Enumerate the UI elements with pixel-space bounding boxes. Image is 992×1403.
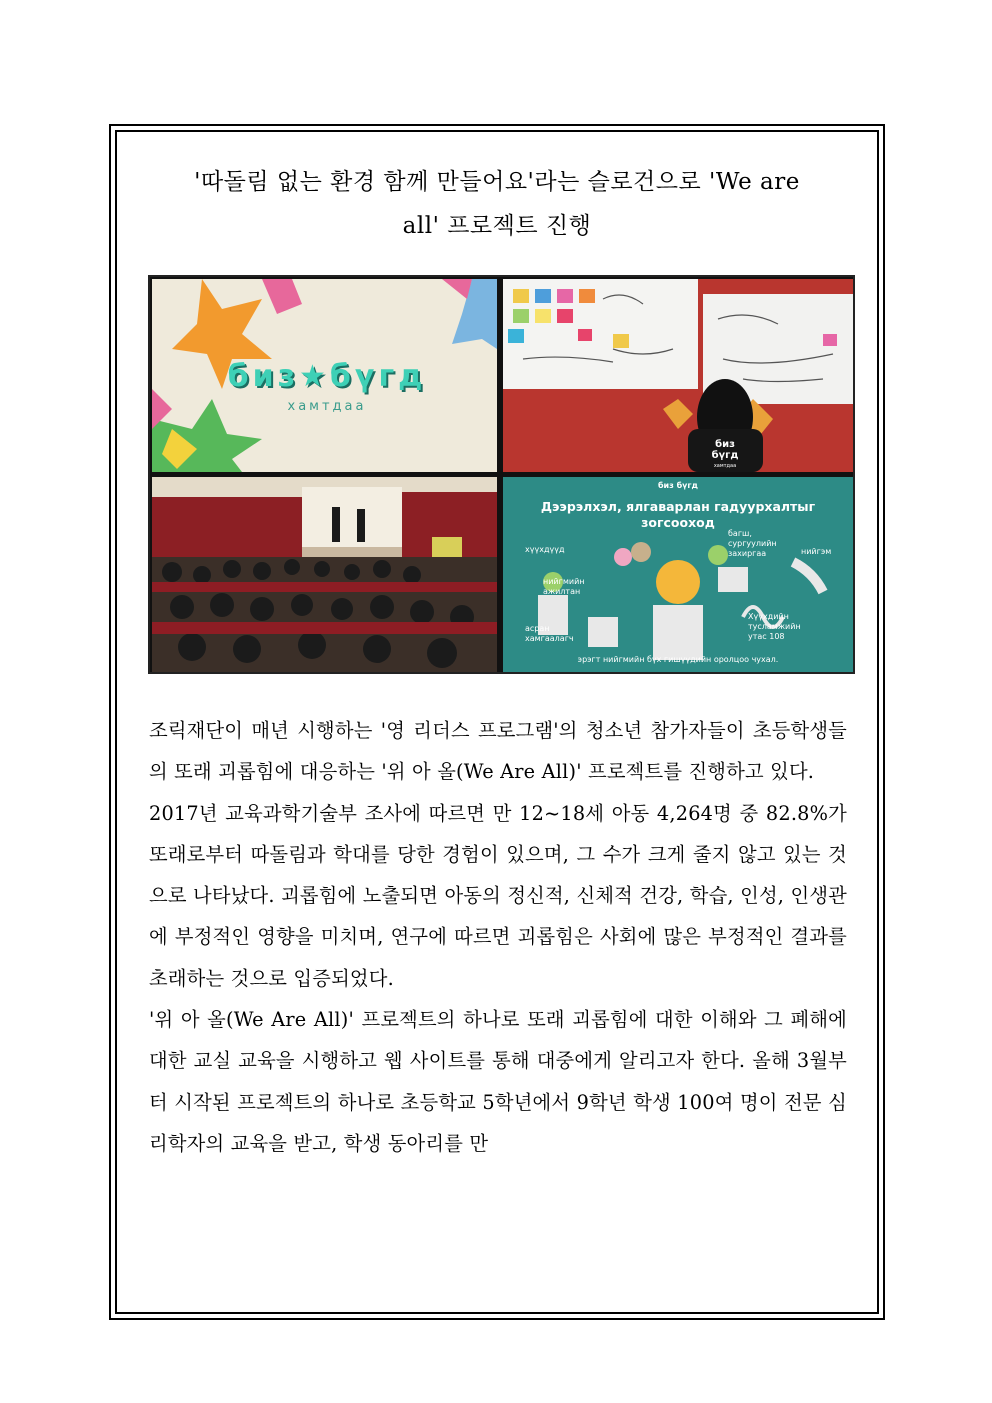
title-line-2: all' 프로젝트 진행: [402, 213, 592, 239]
poster-label-society: нийгэм: [801, 547, 832, 556]
poster-logo: биз бүгд: [657, 481, 699, 490]
auditorium-photo: [152, 477, 497, 672]
paragraph-3: '위 아 올(We Are All)' 프로젝트의 하나로 또래 괴롭힘에 대한 이해와 그 폐해에 대한 교실 교육을 시행하고 웹 사이트를 통해 대중에게 알리고자 한다. 올해 3월부터 시작된 프로젝트의 하나로 초등학교 5학년에서 9학년 학생 100여 명이 전문 심리학자의 교육을 받고, 학생 동아리를 만: [149, 1008, 847, 1155]
shirt-logo-line2: бүгд: [711, 450, 739, 461]
poster-label-teachers: багш, сургуулийн захиргаа: [728, 529, 777, 558]
title-line-1: '따돌림 없는 환경 함께 만들어요'라는 슬로건으로 'We are: [194, 169, 800, 195]
paragraph-2: 2017년 교육과학기술부 조사에 따르면 만 12~18세 아동 4,264명 중 82.8%가 또래로부터 따돌림과 학대를 당한 경험이 있으며, 그 수가 크게 줄지 않고 있는 것으로 나타났다. 괴롭힘에 노출되면 아동의 정신적, 신체적 건강, 학습, 인성, 인생관에 부정적인 영향을 미치며, 연구에 따르면 괴롭힘은 사회에 많은 부정적인 결과를 초래하는 것으로 입증되었다.: [149, 801, 847, 990]
shirt-logo-line1: биз: [715, 439, 735, 450]
logo-photo: [152, 279, 497, 472]
shirt-logo-sub: хамтдаа: [713, 463, 737, 469]
poster-photo: [503, 477, 853, 672]
bizbugd-logo: биз★бүгд: [227, 359, 427, 394]
poster-heading: Дээрэлхэл, ялгаварлан гадуурхалтыг зогсооход: [540, 499, 816, 530]
article-title: [147, 160, 847, 248]
logo-subtitle: хамтдаа: [287, 399, 367, 414]
poster-footer: эрэгт нийгмийн бүх гишүүдийн оролцоо чухал.: [577, 655, 779, 664]
article-body: [149, 710, 847, 1164]
document-inner-border: [115, 130, 879, 1314]
auditorium-scene: [152, 477, 497, 672]
wall-photo: [503, 279, 853, 472]
poster-label-social-worker: нийгмийн ажилтан: [543, 577, 585, 596]
wall-scene: [503, 279, 853, 472]
poster-label-children: хүүхдүүд: [525, 545, 565, 554]
poster-label-helpline: Хүүхдийн тусламжийн утас 108: [748, 612, 801, 641]
photo-collage: [148, 275, 855, 674]
paragraph-1: 조릭재단이 매년 시행하는 '영 리더스 프로그램'의 청소년 참가자들이 초등학생들의 또래 괴롭힘에 대응하는 '위 아 올(We Are All)' 프로젝트를 진행하고 있다.: [149, 719, 847, 784]
poster-label-guardian: асран хамгаалагч: [525, 624, 574, 643]
document-border: [109, 124, 885, 1320]
